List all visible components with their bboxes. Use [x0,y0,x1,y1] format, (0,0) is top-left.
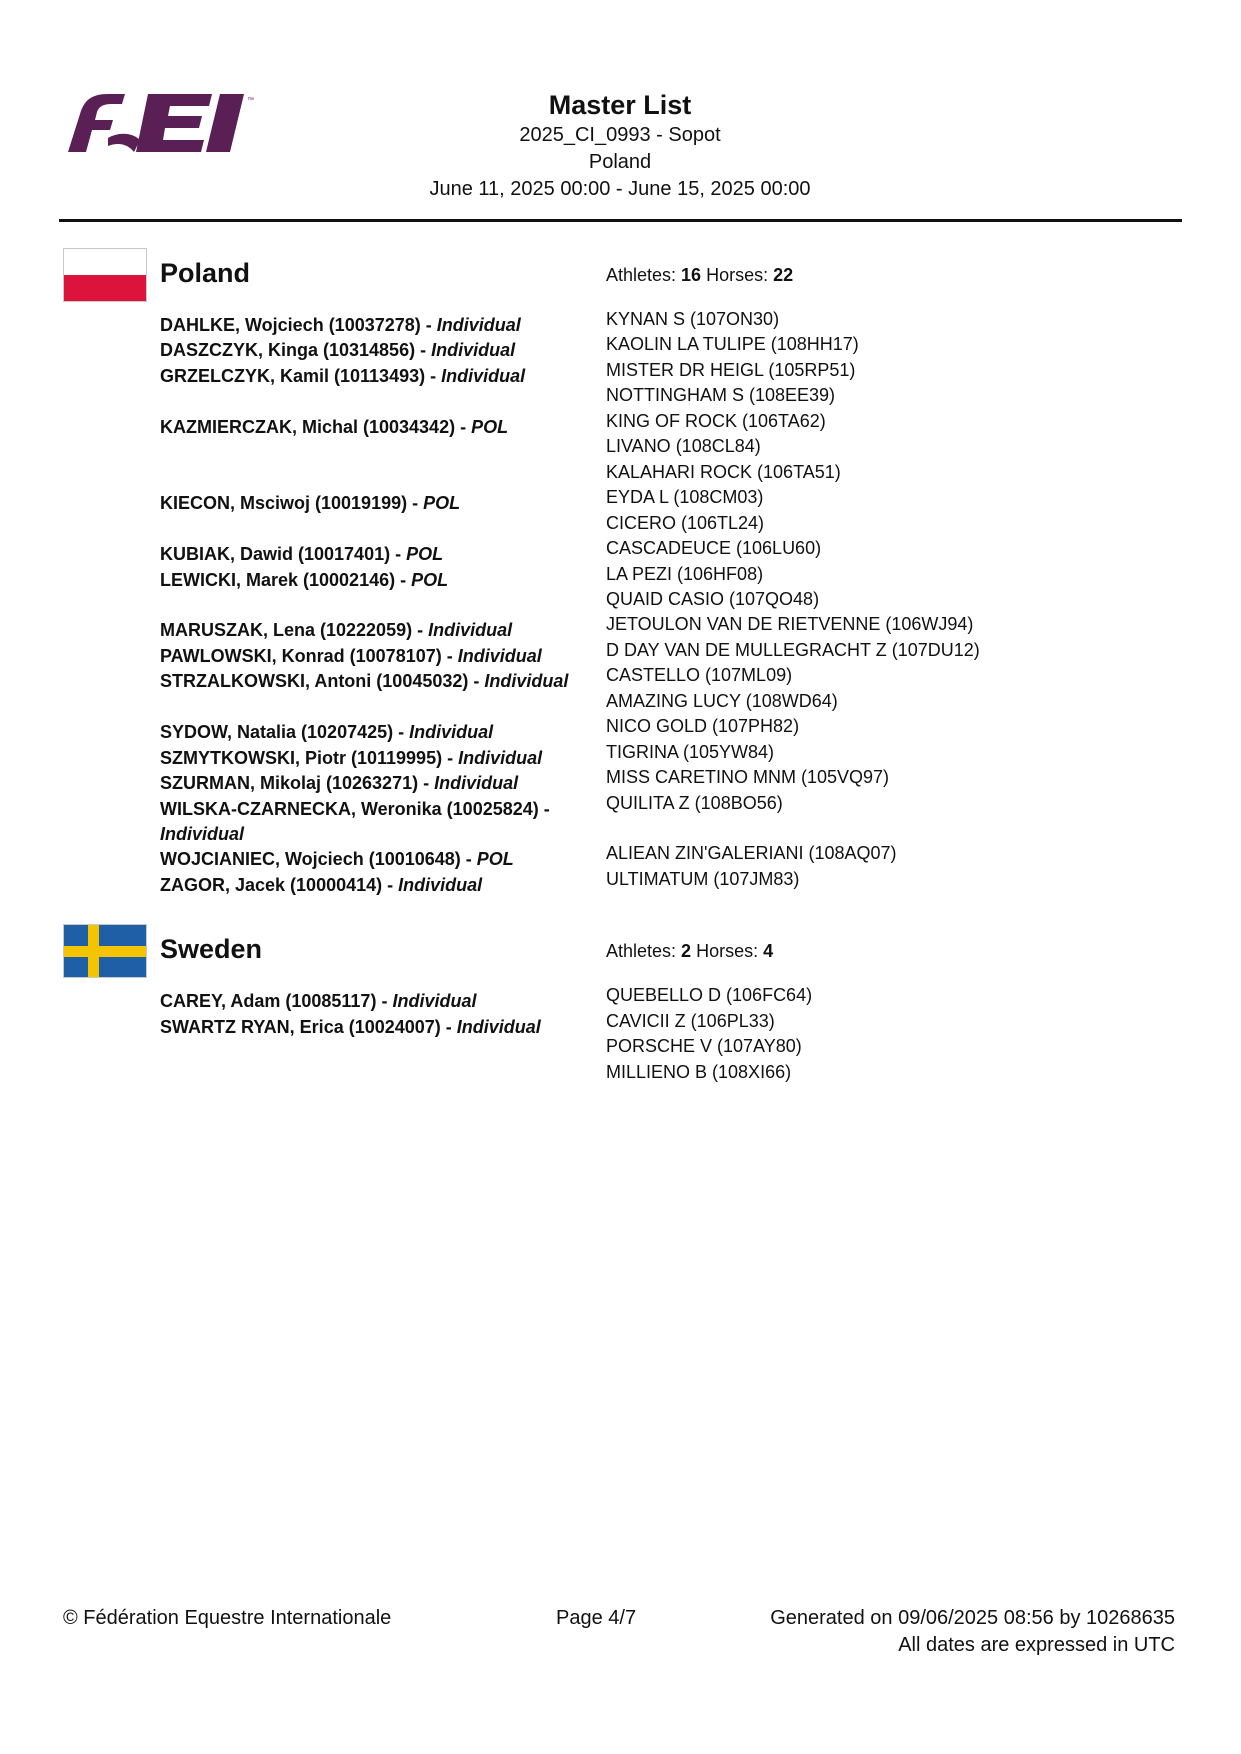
name-team-separator: - [393,722,410,743]
athlete-name: CAREY, Adam (10085117) [160,991,377,1011]
horse-list [606,562,1226,613]
athlete-name: KAZMIERCZAK, Michal (10034342) [160,416,456,437]
horse-list [606,612,1226,638]
name-team-separator: - [468,671,485,692]
horse-entry: CAVICII Z (106PL33) [606,1010,775,1031]
horse-entry: KAOLIN LA TULIPE (108HH17) [606,334,859,355]
horse-entry: MILLIENO B (108XI66) [606,1061,792,1082]
horses-count: 4 [763,941,774,961]
utc-note: All dates are expressed in UTC [898,1634,1175,1656]
country-counts [606,939,773,963]
horse-list [606,536,1226,562]
horse-entry: CICERO (106TL24) [606,512,765,533]
athlete-entry [160,313,590,338]
athlete-entry [160,797,590,847]
horse-entry: D DAY VAN DE MULLEGRACHT Z (107DU12) [606,639,980,660]
athlete-entry [160,746,590,771]
horse-list [606,485,1226,536]
athlete-entry [160,644,590,669]
name-team-separator: - [441,645,458,666]
horses-label: Horses: [691,941,764,961]
horse-entry: KYNAN S (107ON30) [606,309,780,329]
country-counts [606,263,793,287]
athlete-name: DAHLKE, Wojciech (10037278) [160,315,421,335]
horse-entry: CASCADEUCE (106LU60) [606,538,822,559]
horse-entry: TIGRINA (105YW84) [606,741,775,762]
horse-list [606,1009,1226,1086]
footer-page-number: Page 4/7 [556,1607,637,1629]
horse-list [606,841,1226,867]
athlete-name: LEWICKI, Marek (10002146) [160,569,396,590]
athlete-team: Individual [441,365,526,386]
horse-entry: QUILITA Z (108BO56) [606,792,783,813]
horse-list [606,791,1226,817]
athlete-name: DASZCZYK, Kinga (10314856) [160,340,416,361]
athlete-team: POL [423,493,461,514]
athlete-entry [160,669,590,694]
athlete-entry [160,873,590,898]
generated-info: Generated on 09/06/2025 08:56 by 10268635 [770,1607,1175,1629]
page-title: Master List [548,90,692,120]
athlete-team: Individual [398,874,483,895]
horse-entry: EYDA L (108CM03) [606,487,764,508]
athlete-team: POL [411,569,449,590]
horse-entry: QUAID CASIO (107QO48) [606,589,820,609]
athlete-name: KIECON, Msciwoj (10019199) [160,493,408,514]
horse-list [606,638,1226,664]
athlete-team: Individual [392,991,477,1011]
athlete-entry [160,415,590,440]
athlete-team: Individual [457,645,542,666]
horse-list [606,867,1226,893]
athlete-name: STRZALKOWSKI, Antoni (10045032) [160,671,469,692]
horse-entry: MISS CARETINO MNM (105VQ97) [606,767,890,788]
horse-list [606,358,1226,409]
horse-list [606,740,1226,766]
horse-entry: ULTIMATUM (107JM83) [606,868,800,889]
fei-logo-mark [62,92,262,162]
athlete-name: GRZELCZYK, Kamil (10113493) [160,365,426,386]
athlete-team: POL [406,544,444,565]
athlete-team: Individual [431,340,516,361]
name-team-separator: - [425,365,442,386]
horse-entry: LA PEZI (106HF08) [606,563,764,584]
horse-list [606,983,1226,1009]
athlete-team: Individual [436,315,521,335]
horse-entry: QUEBELLO D (106FC64) [606,985,813,1005]
name-team-separator: - [395,569,412,590]
name-team-separator: - [412,620,429,641]
athletes-label: Athletes: [606,265,682,285]
horse-list [606,409,1226,486]
name-team-separator: - [407,493,424,514]
name-team-separator: - [460,849,477,870]
name-team-separator: - [420,315,437,335]
athlete-team: Individual [484,671,569,692]
name-team-separator: - [390,544,407,565]
name-team-separator: - [538,798,550,819]
event-dates: June 11, 2025 00:00 - June 15, 2025 00:00 [429,178,811,200]
country-name: Sweden [160,934,263,964]
footer-copyright: © Fédération Equestre Internationale [63,1607,392,1629]
horse-list [606,714,1226,740]
document-header [380,88,860,203]
country-name: Poland [160,258,251,288]
poland-flag-icon [63,248,147,302]
name-team-separator: - [455,416,472,437]
name-team-separator: - [418,773,435,794]
event-country: Poland [588,151,652,173]
horse-entry: JETOULON VAN DE RIETVENNE (106WJ94) [606,614,974,635]
athlete-name: PAWLOWSKI, Konrad (10078107) [160,645,442,666]
athlete-name: SYDOW, Natalia (10207425) [160,722,394,743]
athlete-team: Individual [428,620,513,641]
athlete-entry [160,364,590,389]
name-team-separator: - [442,747,459,768]
horse-entry: PORSCHE V (107AY80) [606,1036,802,1056]
athlete-entry [160,847,590,872]
athletes-count: 2 [681,941,692,961]
athlete-entry [160,1015,590,1040]
horses-count: 22 [773,265,794,285]
header-divider [59,219,1182,222]
athlete-entry [160,989,590,1014]
athlete-entry [160,618,590,643]
athlete-team: POL [476,849,514,870]
horse-entry: ALIEAN ZIN'GALERIANI (108AQ07) [606,843,897,864]
horse-list [606,332,1226,358]
athlete-entry [160,568,590,593]
horses-label: Horses: [701,265,774,285]
athlete-name: ZAGOR, Jacek (10000414) [160,874,383,895]
name-team-separator: - [382,874,399,895]
footer-generated [770,1605,1175,1659]
athlete-name: WILSKA-CZARNECKA, Weronika (10025824) [160,798,539,819]
athlete-entry [160,491,590,516]
athlete-entry [160,771,590,796]
sweden-flag-icon [63,924,147,978]
fei-logo [62,92,262,162]
horse-entry: KALAHARI ROCK (106TA51) [606,461,841,482]
horse-list [606,765,1226,791]
horse-entry: MISTER DR HEIGL (105RP51) [606,359,856,380]
athlete-name: SZMYTKOWSKI, Piotr (10119995) [160,747,443,768]
athlete-name: WOJCIANIEC, Wojciech (10010648) [160,849,461,870]
horse-list [606,663,1226,714]
event-code: 2025_CI_0993 - Sopot [519,124,721,146]
athlete-name: MARUSZAK, Lena (10222059) [160,620,413,641]
horse-list [606,307,1226,333]
athlete-team: Individual [160,823,245,844]
name-team-separator: - [440,1016,457,1037]
name-team-separator: - [376,991,393,1011]
horse-entry: CASTELLO (107ML09) [606,665,793,686]
athlete-name: SWARTZ RYAN, Erica (10024007) [160,1016,441,1037]
athlete-team: Individual [409,722,494,743]
athlete-name: KUBIAK, Dawid (10017401) [160,544,391,565]
horse-entry: AMAZING LUCY (108WD64) [606,690,838,711]
athlete-entry [160,338,590,363]
athlete-entry [160,720,590,745]
athlete-team: POL [471,416,509,437]
athlete-entry [160,542,590,567]
svg-text:™: ™ [247,97,254,104]
athlete-team: Individual [458,747,543,768]
athlete-team: Individual [456,1016,541,1037]
horse-entry: LIVANO (108CL84) [606,436,761,457]
athletes-count: 16 [681,265,702,285]
horse-entry: NICO GOLD (107PH82) [606,716,800,737]
horse-entry: KING OF ROCK (106TA62) [606,410,826,431]
athletes-label: Athletes: [606,941,682,961]
athlete-name: SZURMAN, Mikolaj (10263271) [160,773,419,794]
athlete-team: Individual [434,773,519,794]
horse-entry: NOTTINGHAM S (108EE39) [606,385,836,406]
name-team-separator: - [415,340,432,361]
